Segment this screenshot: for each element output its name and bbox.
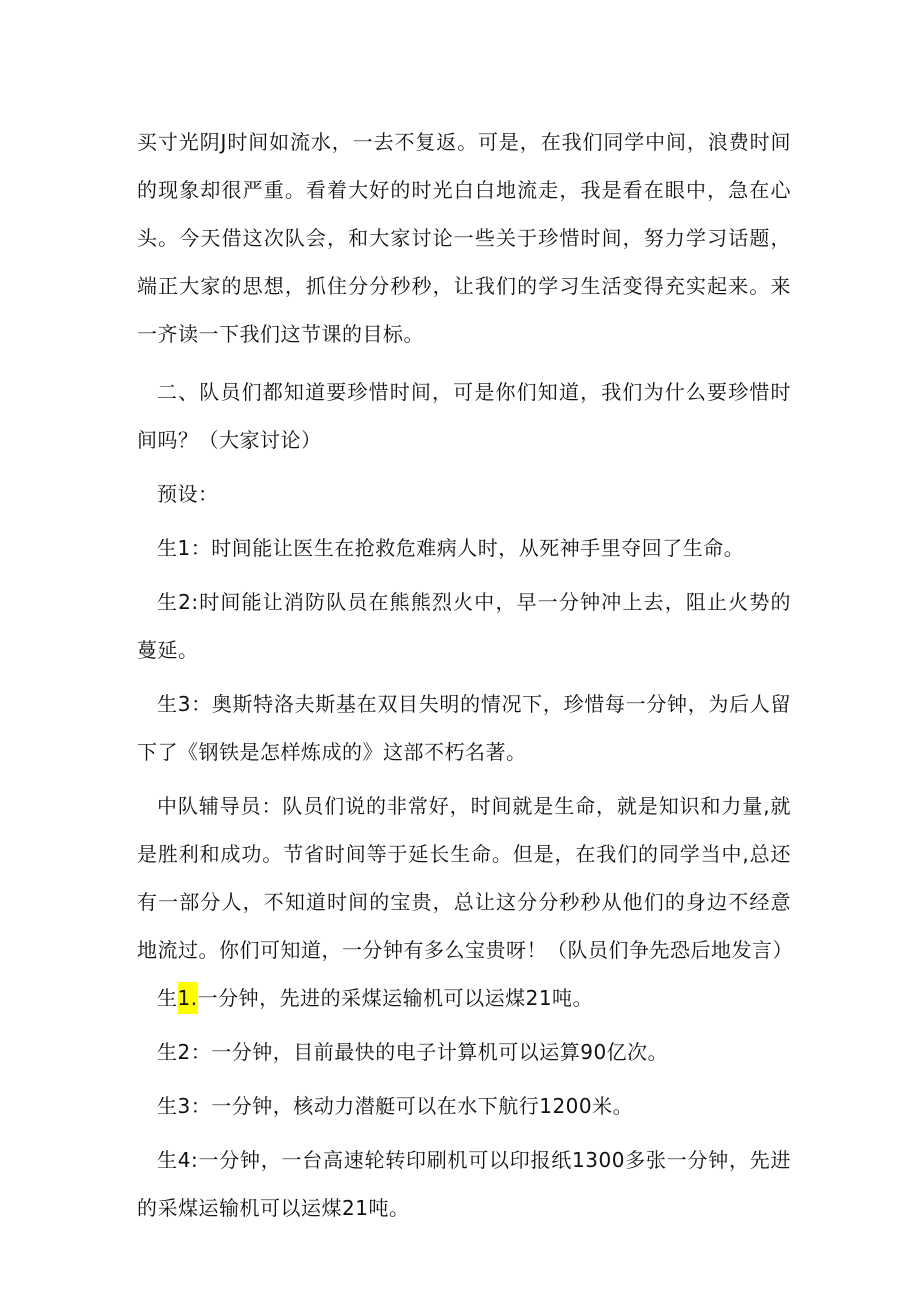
paragraph-student-2: 生2:时间能让消防队员在熊熊烈火中，早一分钟冲上去，阻止火势的蔓延。 [137,590,791,662]
paragraph-student-3: 生3：奥斯特洛夫斯基在双目失明的情况下，珍惜每一分钟，为后人留下了《钢铁是怎样炼成的》这部不朽名著。 [137,692,791,764]
paragraph-answer-4: 生4:一分钟，一台高速轮转印刷机可以印报纸1300多张一分钟，先进的采煤运输机可以运煤21吨。 [137,1148,791,1220]
paragraph-counselor: 中队辅导员：队员们说的非常好，时间就是生命，就是知识和力量,就是胜利和成功。节省时间等于延长生命。但是，在我们的同学当中,总还有一部分人，不知道时间的宝贵，总让这分分秒秒从他们的身边不经意地流过。你们可知道，一分钟有多么宝贵呀！（队员们争先恐后地发言） [137,794,793,962]
document-body [137,118,791,1232]
paragraph-intro: 买寸光阴J时间如流水，一去不复返。可是，在我们同学中间，浪费时间的现象却很严重。看着大好的时光白白地流走，我是看在眼中，急在心头。今天借这次队会，和大家讨论一些关于珍惜时间，努力学习话题，端正大家的思想，抓住分分秒秒，让我们的学习生活变得充实起来。来一齐读一下我们这节课的目标。 [137,130,791,346]
paragraph-question: 二、队员们都知道要珍惜时间，可是你们知道，我们为什么要珍惜时间吗？（大家讨论） [137,380,791,452]
answer-1-text: 一分钟，先进的采煤运输机可以运煤21吨。 [197,986,594,1010]
paragraph-answer-2: 生2：一分钟，目前最快的电子计算机可以运算90亿次。 [157,1040,669,1064]
paragraph-answer-1 [137,974,791,1022]
highlighted-number: 1. [178,982,198,1014]
answer-1-prefix: 生 [157,986,178,1010]
paragraph-student-1: 生1：时间能让医生在抢救危难病人时，从死神手里夺回了生命。 [157,536,745,560]
paragraph-answer-3: 生3：一分钟，核动力潜艇可以在水下航行1200米。 [157,1094,634,1118]
paragraph-preset: 预设： [157,482,219,506]
